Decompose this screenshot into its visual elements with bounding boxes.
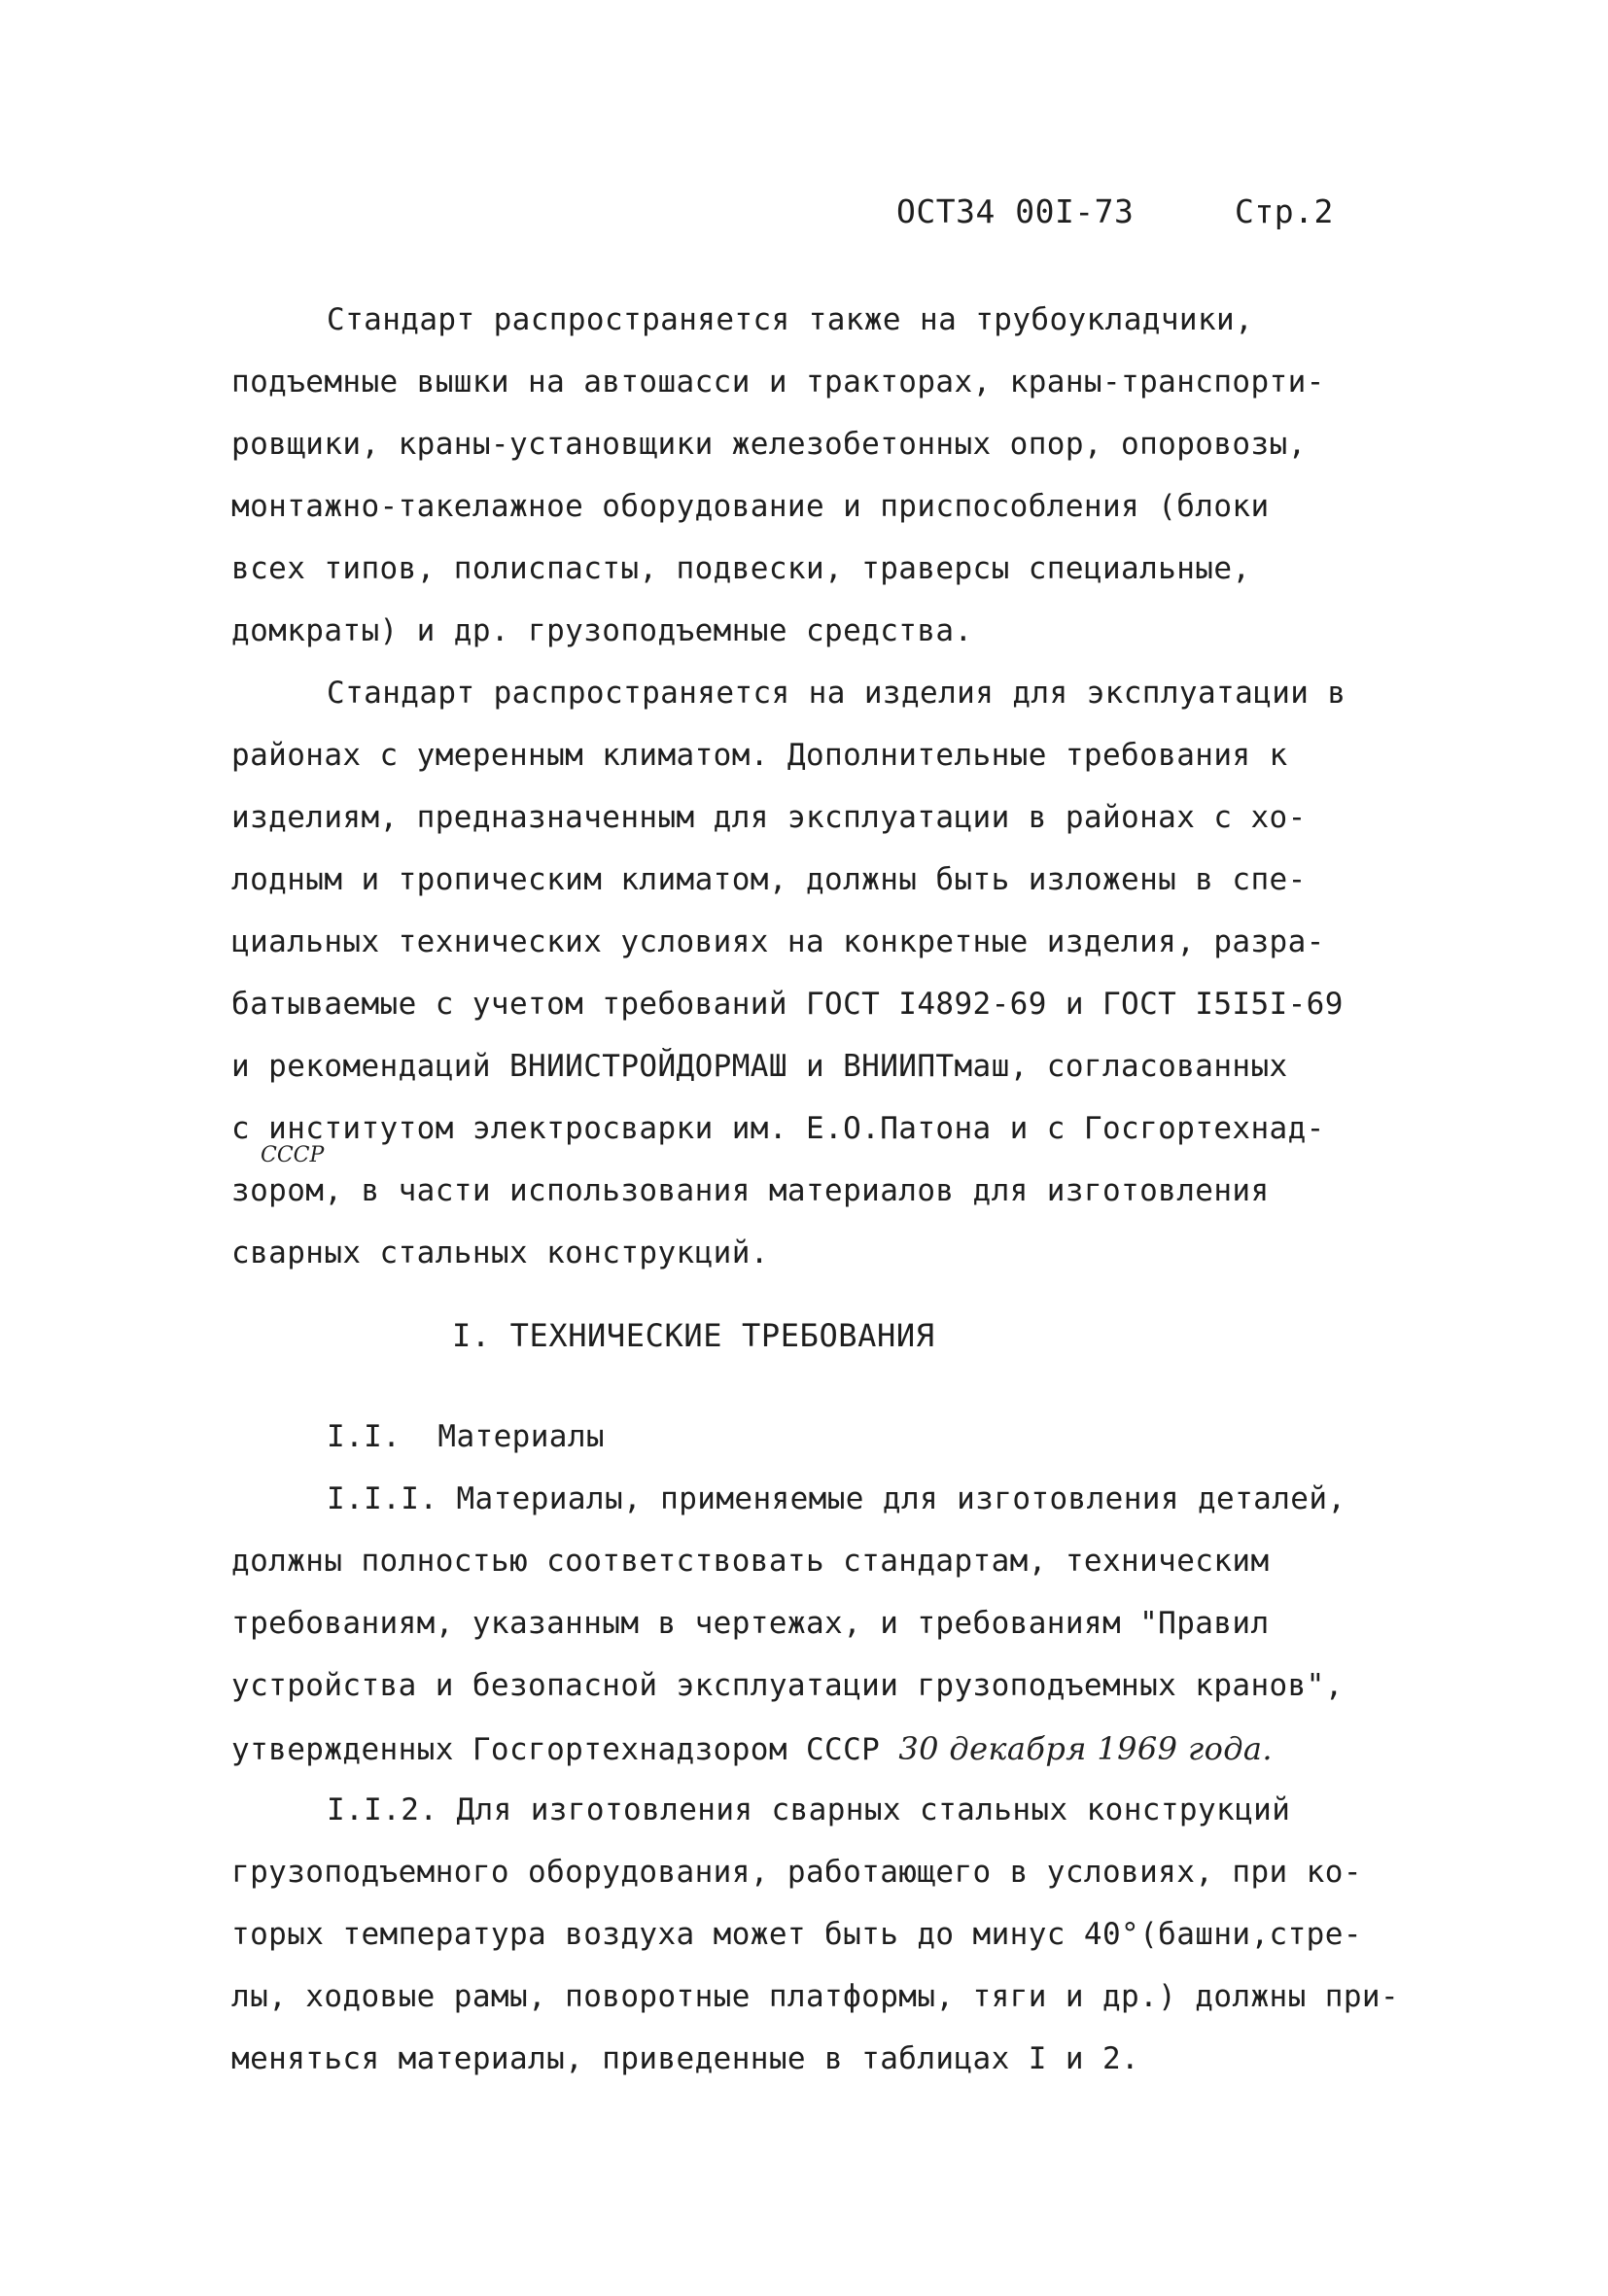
intro-p2-line-1: Стандарт распространяется на изделия для эксплуатации в xyxy=(327,676,1346,711)
intro-p1-line-6: домкраты) и др. грузоподъемные средства. xyxy=(231,613,973,648)
section-p2-line-3: торых температура воздуха может быть до минус 40°(башни,стре- xyxy=(231,1917,1362,1952)
intro-p1-line-2: подъемные вышки на автошасси и тракторах, краны-транспорти- xyxy=(231,365,1325,400)
intro-p2-line-5: циальных технических условиях на конкретные изделия, разра- xyxy=(231,924,1325,959)
intro-p2-line-3: изделиям, предназначенным для эксплуатации в районах с хо- xyxy=(231,800,1307,835)
intro-p2-line-10: сварных стальных конструкций. xyxy=(231,1235,769,1270)
intro-p2-line-2: районах с умеренным климатом. Дополнительные требования к xyxy=(231,738,1288,773)
section-p1-line-5 xyxy=(231,1730,1273,1767)
intro-p2-line-6: батываемые с учетом требований ГОСТ I4892-69 и ГОСТ I5I5I-69 xyxy=(231,987,1344,1022)
intro-p2-line-8: с институтом электросварки им. Е.О.Патона и с Госгортехнад- xyxy=(231,1111,1325,1146)
intro-p2-line-9: зором, в части использования материалов для изготовления xyxy=(231,1173,1270,1208)
intro-p2-line-7: и рекомендаций ВНИИСТРОЙДОРМАШ и ВНИИПТмаш, согласованных xyxy=(231,1049,1288,1084)
section-p1-line-1: I.I.I. Материалы, применяемые для изготовления деталей, xyxy=(327,1481,1346,1516)
intro-p1-line-3: ровщики, краны-установщики железобетонных опор, опоровозы, xyxy=(231,427,1307,462)
section-p2-line-4: лы, ходовые рамы, поворотные платформы, тяги и др.) должны при- xyxy=(231,1979,1400,2014)
page-number: Стр.2 xyxy=(1235,192,1334,230)
intro-p2-line-4: лодным и тропическим климатом, должны быть изложены в спе- xyxy=(231,862,1307,897)
handwritten-date: 30 декабря 1969 года. xyxy=(898,1730,1273,1767)
handwritten-insert-ussr: СССР xyxy=(261,1143,325,1167)
section-p2-line-2: грузоподъемного оборудования, работающего в условиях, при ко- xyxy=(231,1855,1362,1890)
section-p1-line-5-text: утвержденных Госгортехнадзором СССР xyxy=(231,1732,881,1767)
document-code: ОСТ34 00I-73 xyxy=(896,192,1135,230)
section-p1-line-3: требованиям, указанным в чертежах, и требованиям "Правил xyxy=(231,1606,1270,1641)
intro-p1-line-5: всех типов, полиспасты, подвески, траверсы специальные, xyxy=(231,551,1251,586)
intro-p1-line-1: Стандарт распространяется также на трубоукладчики, xyxy=(327,302,1254,337)
section-p1-line-2: должны полностью соответствовать стандартам, техническим xyxy=(231,1544,1270,1579)
subsection-title: I.I. Материалы xyxy=(327,1419,605,1454)
section-title: I. ТЕХНИЧЕСКИЕ ТРЕБОВАНИЯ xyxy=(452,1317,935,1354)
section-p1-line-4: устройства и безопасной эксплуатации грузоподъемных кранов", xyxy=(231,1668,1344,1703)
intro-p1-line-4: монтажно-такелажное оборудование и приспособления (блоки xyxy=(231,489,1270,524)
page-header xyxy=(896,192,1353,230)
section-p2-line-1: I.I.2. Для изготовления сварных стальных конструкций xyxy=(327,1792,1291,1827)
section-p2-line-5: меняться материалы, приведенные в таблицах I и 2. xyxy=(231,2041,1140,2076)
